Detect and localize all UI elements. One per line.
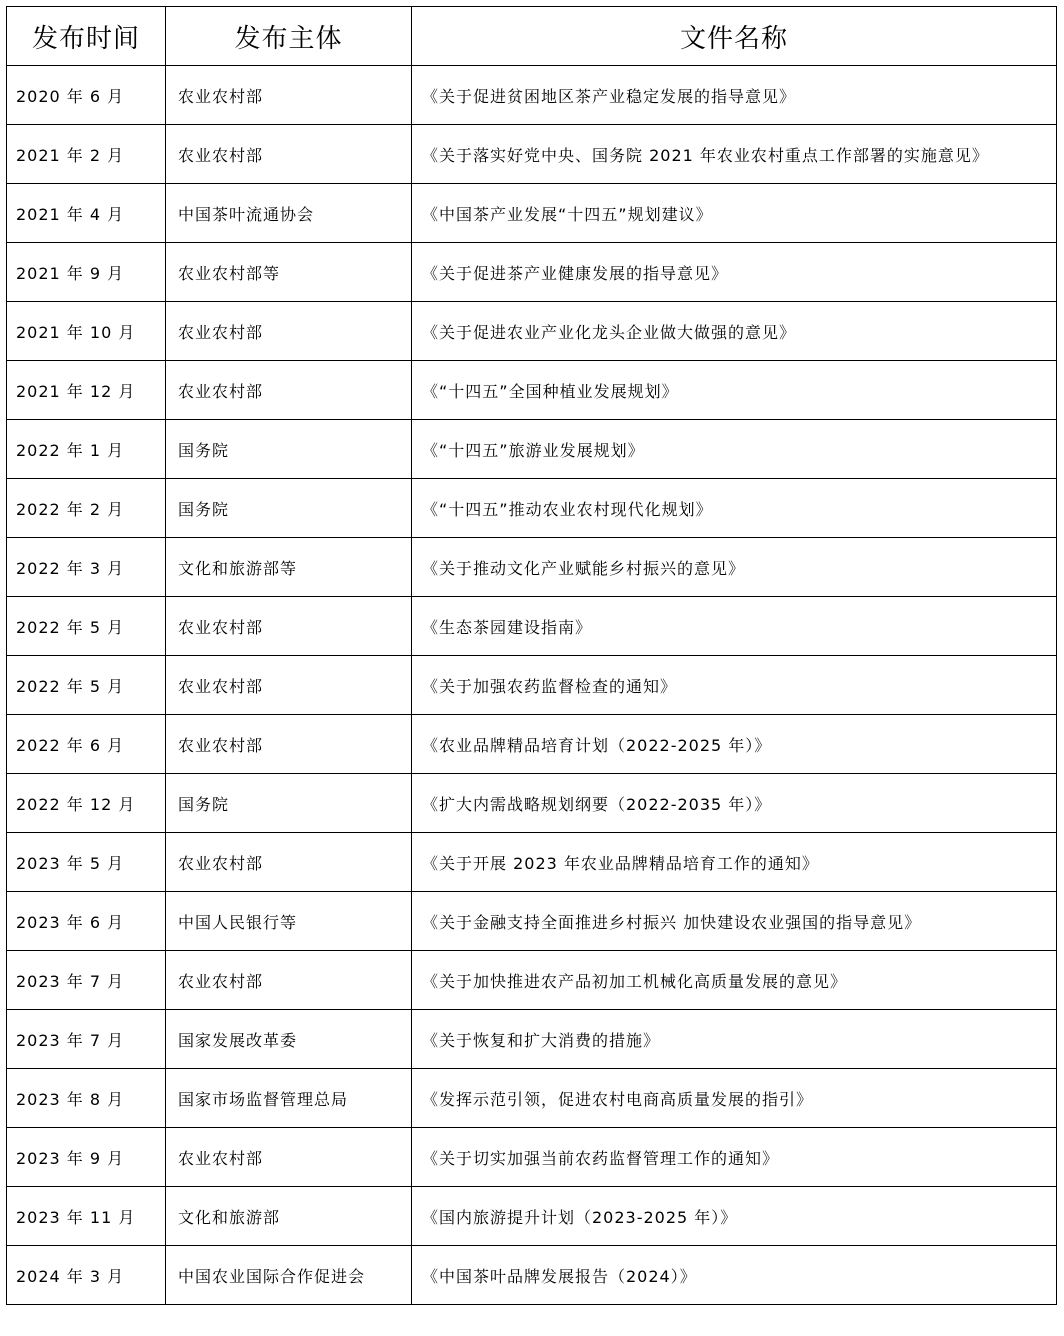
table-row: [7, 892, 1057, 951]
issuing-body-cell: 国家市场监督管理总局: [166, 1069, 412, 1128]
table-row: [7, 420, 1057, 479]
issuing-body-cell: 农业农村部: [166, 66, 412, 125]
issuing-body-cell: 农业农村部: [166, 361, 412, 420]
document-name-cell: 《关于推动文化产业赋能乡村振兴的意见》: [412, 538, 1057, 597]
issuing-body-cell: 农业农村部: [166, 302, 412, 361]
document-name-cell: 《关于恢复和扩大消费的措施》: [412, 1010, 1057, 1069]
document-name-cell: 《关于加快推进农产品初加工机械化高质量发展的意见》: [412, 951, 1057, 1010]
release-date-cell: 2024 年 3 月: [7, 1246, 166, 1305]
issuing-body-cell: 农业农村部: [166, 597, 412, 656]
table-row: [7, 1069, 1057, 1128]
release-date-cell: 2022 年 12 月: [7, 774, 166, 833]
issuing-body-cell: 农业农村部: [166, 833, 412, 892]
table-body: [7, 66, 1057, 1305]
issuing-body-cell: 农业农村部: [166, 951, 412, 1010]
issuing-body-cell: 国务院: [166, 774, 412, 833]
table-header: [7, 7, 1057, 66]
issuing-body-cell: 国务院: [166, 479, 412, 538]
document-name-cell: 《扩大内需战略规划纲要（2022-2035 年）》: [412, 774, 1057, 833]
table-row: [7, 125, 1057, 184]
document-name-cell: 《中国茶产业发展“十四五”规划建议》: [412, 184, 1057, 243]
document-name-cell: 《关于加强农药监督检查的通知》: [412, 656, 1057, 715]
document-name-cell: 《关于开展 2023 年农业品牌精品培育工作的通知》: [412, 833, 1057, 892]
table-row: [7, 597, 1057, 656]
issuing-body-cell: 中国茶叶流通协会: [166, 184, 412, 243]
table-row: [7, 715, 1057, 774]
table-row: [7, 1246, 1057, 1305]
issuing-body-cell: 国务院: [166, 420, 412, 479]
release-date-cell: 2022 年 5 月: [7, 656, 166, 715]
document-name-cell: 《关于落实好党中央、国务院 2021 年农业农村重点工作部署的实施意见》: [412, 125, 1057, 184]
release-date-cell: 2021 年 9 月: [7, 243, 166, 302]
document-name-cell: 《关于促进农业产业化龙头企业做大做强的意见》: [412, 302, 1057, 361]
table-row: [7, 66, 1057, 125]
release-date-cell: 2023 年 6 月: [7, 892, 166, 951]
release-date-cell: 2023 年 7 月: [7, 951, 166, 1010]
issuing-body-cell: 中国人民银行等: [166, 892, 412, 951]
document-name-cell: 《“十四五”旅游业发展规划》: [412, 420, 1057, 479]
release-date-cell: 2021 年 12 月: [7, 361, 166, 420]
release-date-cell: 2022 年 3 月: [7, 538, 166, 597]
table-row: [7, 833, 1057, 892]
header-release-date: 发布时间: [7, 7, 166, 66]
table-row: [7, 951, 1057, 1010]
table-row: [7, 538, 1057, 597]
document-name-cell: 《关于促进贫困地区茶产业稳定发展的指导意见》: [412, 66, 1057, 125]
issuing-body-cell: 国家发展改革委: [166, 1010, 412, 1069]
table-row: [7, 1187, 1057, 1246]
release-date-cell: 2023 年 9 月: [7, 1128, 166, 1187]
release-date-cell: 2022 年 2 月: [7, 479, 166, 538]
table-row: [7, 656, 1057, 715]
release-date-cell: 2023 年 7 月: [7, 1010, 166, 1069]
release-date-cell: 2023 年 5 月: [7, 833, 166, 892]
policy-document-table: [6, 6, 1057, 1305]
release-date-cell: 2022 年 6 月: [7, 715, 166, 774]
release-date-cell: 2023 年 8 月: [7, 1069, 166, 1128]
issuing-body-cell: 文化和旅游部: [166, 1187, 412, 1246]
issuing-body-cell: 农业农村部: [166, 125, 412, 184]
release-date-cell: 2021 年 4 月: [7, 184, 166, 243]
issuing-body-cell: 农业农村部: [166, 715, 412, 774]
document-name-cell: 《农业品牌精品培育计划（2022-2025 年）》: [412, 715, 1057, 774]
document-name-cell: 《关于切实加强当前农药监督管理工作的通知》: [412, 1128, 1057, 1187]
issuing-body-cell: 农业农村部: [166, 656, 412, 715]
release-date-cell: 2021 年 10 月: [7, 302, 166, 361]
issuing-body-cell: 农业农村部等: [166, 243, 412, 302]
release-date-cell: 2022 年 1 月: [7, 420, 166, 479]
document-name-cell: 《关于金融支持全面推进乡村振兴 加快建设农业强国的指导意见》: [412, 892, 1057, 951]
table-row: [7, 1128, 1057, 1187]
document-name-cell: 《“十四五”全国种植业发展规划》: [412, 361, 1057, 420]
table-row: [7, 479, 1057, 538]
header-row: [7, 7, 1057, 66]
header-issuing-body: 发布主体: [166, 7, 412, 66]
table-row: [7, 361, 1057, 420]
header-document-name: 文件名称: [412, 7, 1057, 66]
release-date-cell: 2022 年 5 月: [7, 597, 166, 656]
table-row: [7, 302, 1057, 361]
document-name-cell: 《“十四五”推动农业农村现代化规划》: [412, 479, 1057, 538]
issuing-body-cell: 中国农业国际合作促进会: [166, 1246, 412, 1305]
document-name-cell: 《国内旅游提升计划（2023-2025 年）》: [412, 1187, 1057, 1246]
release-date-cell: 2023 年 11 月: [7, 1187, 166, 1246]
document-name-cell: 《发挥示范引领，促进农村电商高质量发展的指引》: [412, 1069, 1057, 1128]
document-name-cell: 《生态茶园建设指南》: [412, 597, 1057, 656]
document-name-cell: 《中国茶叶品牌发展报告（2024）》: [412, 1246, 1057, 1305]
issuing-body-cell: 农业农村部: [166, 1128, 412, 1187]
issuing-body-cell: 文化和旅游部等: [166, 538, 412, 597]
table-row: [7, 184, 1057, 243]
table-row: [7, 243, 1057, 302]
table-row: [7, 774, 1057, 833]
release-date-cell: 2021 年 2 月: [7, 125, 166, 184]
document-name-cell: 《关于促进茶产业健康发展的指导意见》: [412, 243, 1057, 302]
release-date-cell: 2020 年 6 月: [7, 66, 166, 125]
table-row: [7, 1010, 1057, 1069]
